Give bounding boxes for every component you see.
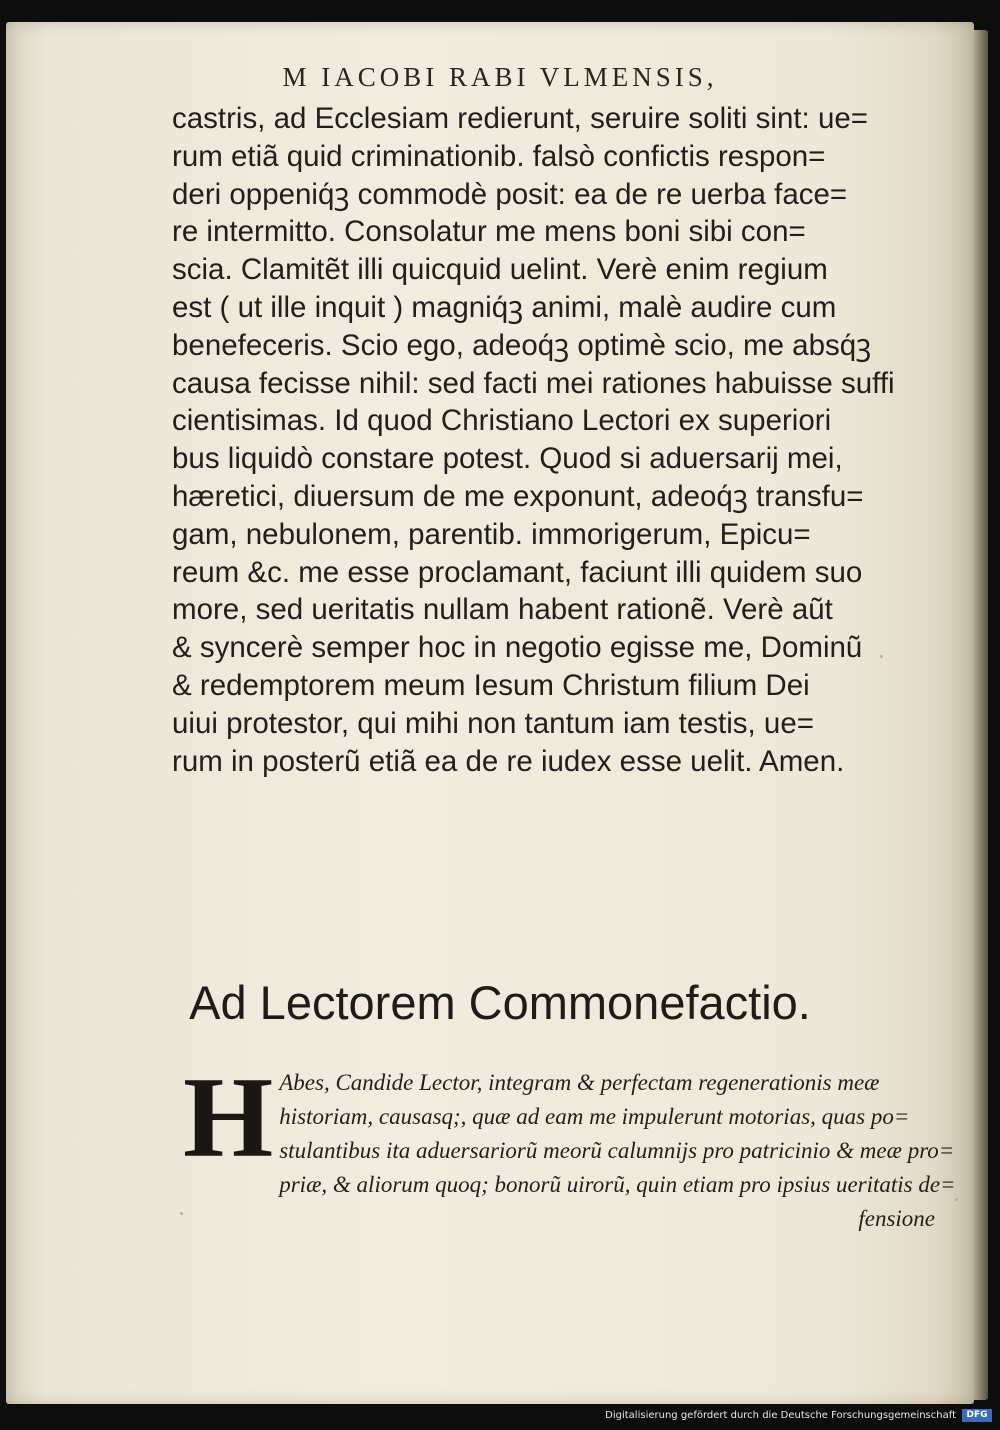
body-line: castris, ad Ecclesiam redierunt, seruire soliti sint: ue=: [172, 102, 868, 135]
body-line: rum etiã quid criminationib. falsò confictis respon=: [172, 139, 826, 173]
note-line: stulantibus ita aduersariorũ meorũ calumnijs pro patricinio & meæ pro=: [279, 1138, 955, 1163]
body-line: re intermitto. Consolatur me mens boni sibi con=: [172, 215, 806, 249]
note-line: Abes, Candide Lector, integram & perfectam regenerationis meæ: [279, 1070, 880, 1095]
body-line: causa fecisse nihil: sed facti mei rationes habuisse suffi: [172, 366, 895, 400]
note-line: historiam, causasq;, quæ ad eam me impulerunt motorias, quas po=: [279, 1104, 910, 1129]
commonefactio-paragraph: [183, 1054, 956, 1236]
body-line: & redemptorem meum Iesum Christum filium Dei: [172, 668, 810, 702]
body-line: est ( ut ille inquit ) magniq́ꝫ animi, malè audire cum: [172, 290, 837, 324]
running-header: M IACOBI RABI VLMENSIS,: [282, 62, 718, 92]
drop-initial: H: [183, 1054, 274, 1182]
body-line: reum &c. me esse proclamant, faciunt illi quidem suo: [172, 555, 863, 589]
digitization-credit: Digitalisierung gefördert durch die Deutsche Forschungsgemeinschaft: [605, 1410, 956, 1421]
body-line: gam, nebulonem, parentib. immorigerum, Epicu=: [172, 517, 811, 551]
body-line: more, sed ueritatis nullam habent rationẽ. Verè aũt: [172, 593, 833, 627]
body-line: hæretici, diuersum de me exponunt, adeoq́ꝫ transfu=: [172, 479, 864, 513]
body-line: rum in posterũ etiã ea de re iudex esse uelit. Amen.: [172, 744, 845, 778]
body-line: cientisimas. Id quod Christiano Lectori ex superiori: [172, 404, 832, 438]
page-edge: [974, 30, 988, 1400]
body-line: deri oppeniq́ꝫ commodè posit: ea de re uerba face=: [172, 177, 848, 211]
section-heading: Ad Lectorem Commonefactio.: [189, 976, 811, 1029]
catchword: fensione: [858, 1206, 935, 1231]
body-line: uiui protestor, qui mihi non tantum iam testis, ue=: [172, 706, 814, 740]
body-line: bus liquidò constare potest. Quod si aduersarij mei,: [172, 442, 843, 476]
dfg-logo: DFG: [962, 1409, 992, 1422]
body-text: [172, 100, 952, 780]
body-line: scia. Clamitẽt illi quicquid uelint. Verè enim regium: [172, 253, 828, 287]
body-line: benefeceris. Scio ego, adeoq́ꝫ optimè scio, me absq́ꝫ: [172, 328, 872, 362]
body-line: & syncerè semper hoc in negotio egisse me, Dominũ: [172, 631, 863, 665]
note-line: priæ, & aliorum quoq; bonorũ uirorũ, quin etiam pro ipsius ueritatis de=: [279, 1172, 956, 1197]
